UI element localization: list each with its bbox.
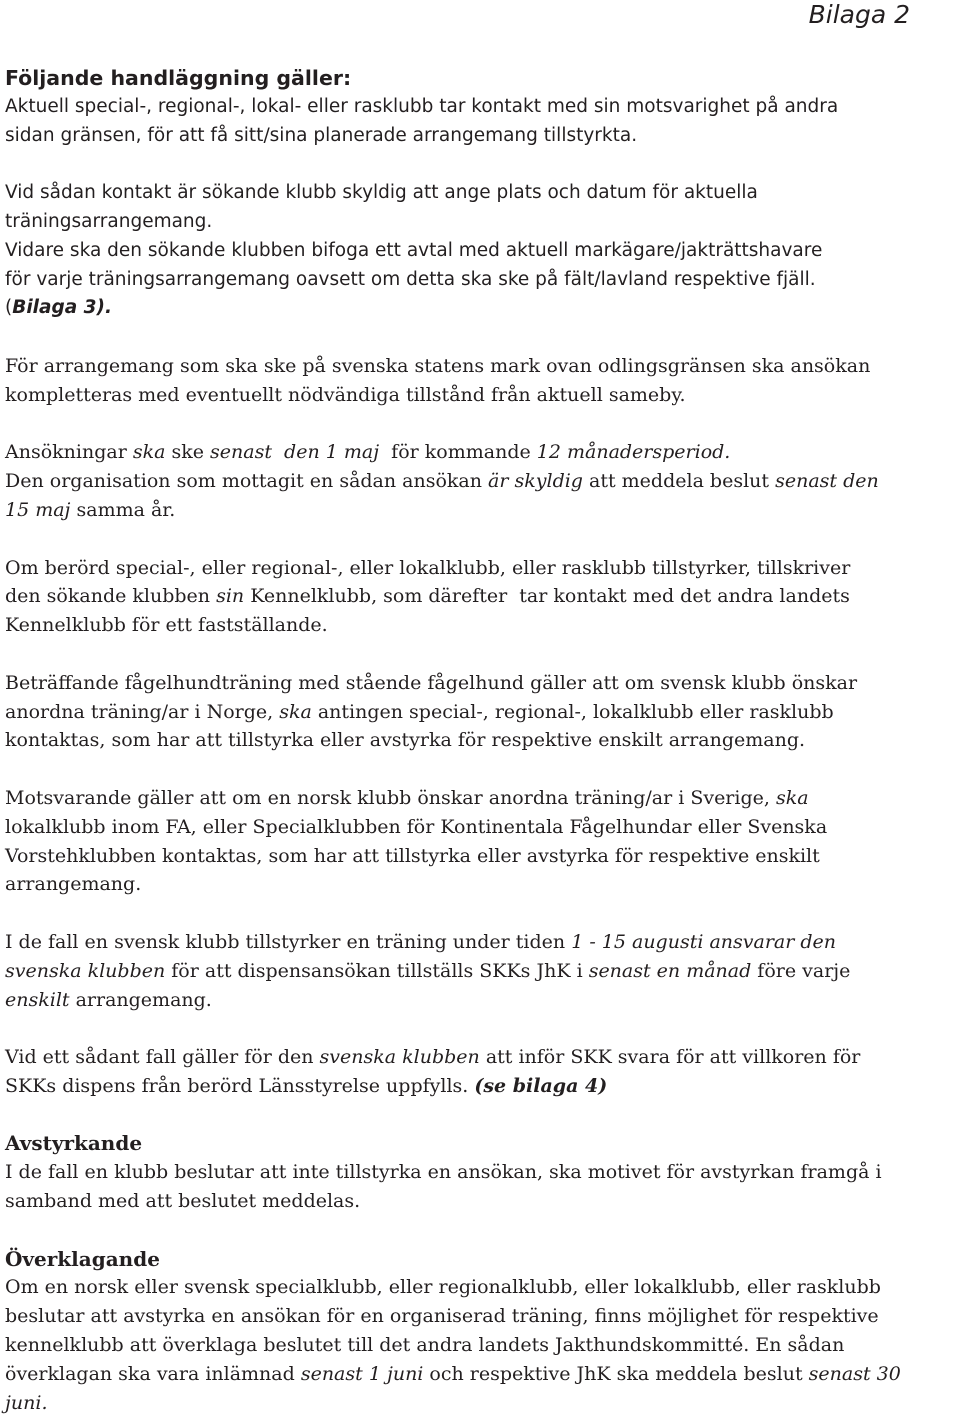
- paragraph-line: Vid ett sådant fall gäller för den svenska klubben att inför SKK svara för att villkoren för: [5, 1046, 861, 1069]
- procedure-line: för varje träningsarrangemang oavsett om detta ska ske på fält/lavland respektive fjäll.: [5, 268, 816, 290]
- appeal-heading: Överklagande: [5, 1246, 160, 1271]
- norwegian-club-paragraph: [5, 784, 955, 899]
- rejection-heading: Avstyrkande: [5, 1131, 143, 1156]
- procedure-heading: Följande handläggning gäller:: [5, 66, 352, 90]
- paragraph-line: Om en norsk eller svensk specialklubb, eller regionalklubb, eller lokalklubb, eller rasklubb: [5, 1276, 881, 1299]
- procedure-line: Vidare ska den sökande klubben bifoga ett avtal med aktuell markägare/jakträttshavare: [5, 239, 823, 261]
- paragraph-line: kontaktas, som har att tillstyrka eller avstyrka för respektive enskilt arrangemang.: [5, 729, 806, 752]
- paragraph-line: kennelklubb att överklaga beslutet till det andra landets Jakthundskommitté. En sådan: [5, 1334, 845, 1357]
- august-training-paragraph: [5, 928, 955, 1014]
- paragraph-line: överklagan ska vara inlämnad senast 1 juni och respektive JhK ska meddela beslut senast 30: [5, 1362, 901, 1385]
- procedure-line: Aktuell special-, regional-, lokal- eller rasklubb tar kontakt med sin motsvarighet på andra: [5, 95, 839, 117]
- paragraph-line: lokalklubb inom FA, eller Specialklubben för Kontinentala Fågelhundar eller Svenska: [5, 815, 828, 838]
- document-body: [5, 64, 955, 1417]
- paragraph-line: I de fall en svensk klubb tillstyrker en träning under tiden 1 - 15 augusti ansvarar den: [5, 930, 837, 953]
- paragraph-line: kompletteras med eventuellt nödvändiga tillstånd från aktuell sameby.: [5, 383, 686, 406]
- procedure-line: sidan gränsen, för att få sitt/sina planerade arrangemang tillstyrkta.: [5, 124, 638, 146]
- paragraph-line: SKKs dispens från berörd Länsstyrelse uppfylls. (se bilaga 4): [5, 1074, 608, 1097]
- paragraph-line: arrangemang.: [5, 873, 142, 896]
- paragraph-line: 15 maj samma år.: [5, 498, 176, 521]
- endorsement-paragraph: [5, 554, 955, 640]
- appendix-reference: Bilaga 3).: [12, 297, 113, 319]
- procedure-line: träningsarrangemang.: [5, 210, 213, 232]
- paragraph-line: svenska klubben för att dispensansökan tillställs SKKs JhK i senast en månad före varje: [5, 959, 851, 982]
- paragraph-line: enskilt arrangemang.: [5, 988, 212, 1011]
- paragraph-line: Om berörd special-, eller regional-, eller lokalklubb, eller rasklubb tillstyrker, tillskriver: [5, 556, 851, 579]
- paragraph-line: För arrangemang som ska ske på svenska statens mark ovan odlingsgränsen ska ansökan: [5, 354, 871, 377]
- paragraph-line: Motsvarande gäller att om en norsk klubb önskar anordna träning/ar i Sverige, ska: [5, 786, 809, 809]
- appendix-label: Bilaga 2: [808, 0, 910, 29]
- dispensation-paragraph: [5, 1043, 955, 1101]
- appeal-section: [5, 1245, 955, 1418]
- procedure-line: (Bilaga 3).: [5, 297, 113, 319]
- paragraph-line: Den organisation som mottagit en sådan ansökan är skyldig att meddela beslut senast den: [5, 470, 879, 493]
- paragraph-line: beslutar att avstyrka en ansökan för en organiserad träning, finns möjlighet för respektive: [5, 1305, 879, 1328]
- paragraph-line: Vorstehklubben kontaktas, som har att tillstyrka eller avstyrka för respektive enskilt: [5, 844, 820, 867]
- paragraph-line: den sökande klubben sin Kennelklubb, som därefter tar kontakt med det andra landets: [5, 585, 850, 608]
- applications-paragraph: [5, 438, 955, 524]
- bird-dog-paragraph: [5, 669, 955, 755]
- paragraph-line: I de fall en klubb beslutar att inte tillstyrka en ansökan, ska motivet för avstyrkan framgå i: [5, 1161, 882, 1184]
- appendix-reference: (se bilaga 4): [474, 1074, 608, 1097]
- paragraph-line: juni.: [5, 1391, 48, 1414]
- paragraph-line: Kennelklubb för ett fastställande.: [5, 614, 328, 637]
- paragraph-line: Ansökningar ska ske senast den 1 maj för kommande 12 månadersperiod.: [5, 441, 731, 464]
- paragraph-line: Beträffande fågelhundträning med stående fågelhund gäller att om svensk klubb önskar: [5, 671, 858, 694]
- rejection-section: [5, 1129, 955, 1215]
- paragraph-line: anordna träning/ar i Norge, ska antingen special-, regional-, lokalklubb eller rasklubb: [5, 700, 834, 723]
- paragraph-line: samband med att beslutet meddelas.: [5, 1190, 361, 1213]
- procedure-section: [5, 64, 955, 323]
- state-land-paragraph: [5, 352, 955, 410]
- procedure-line: Vid sådan kontakt är sökande klubb skyldig att ange plats och datum för aktuella: [5, 182, 758, 204]
